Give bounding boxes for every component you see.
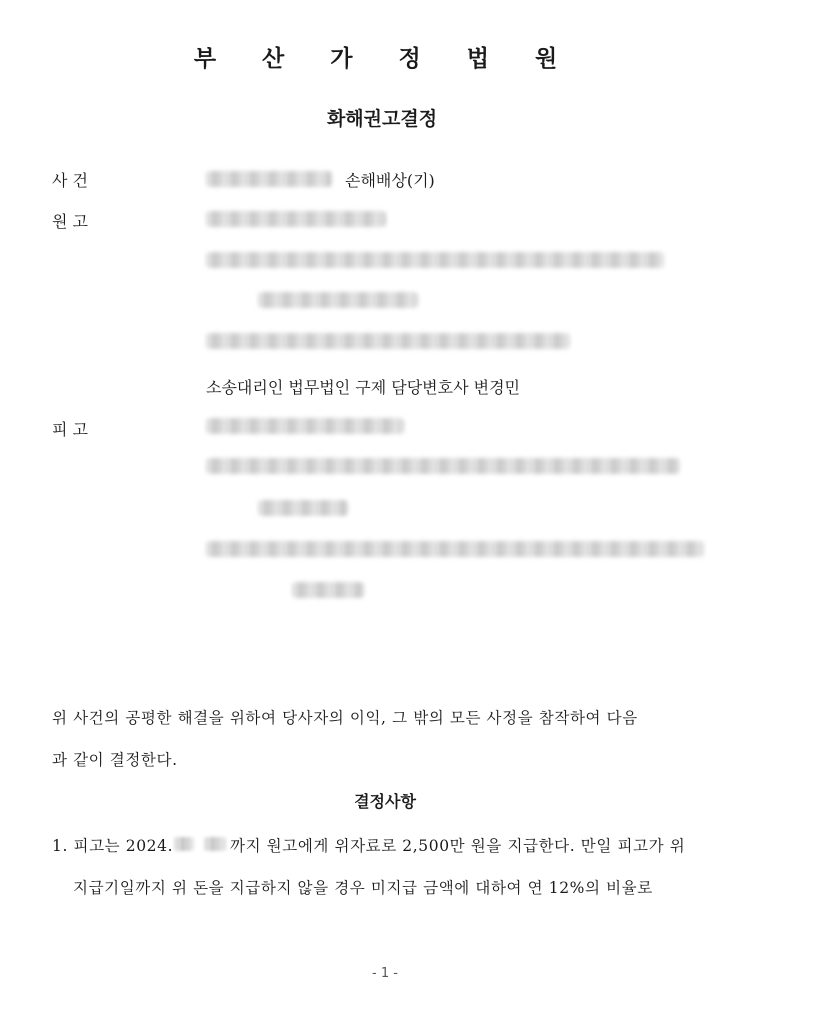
item1-prefix: 1. 피고는 2024. bbox=[52, 837, 174, 855]
intro-line-2: 과 같이 결정한다. bbox=[52, 751, 178, 769]
redacted-plaintiff-delivery-address bbox=[206, 333, 570, 349]
court-name: 부 산 가 정 법 원 bbox=[193, 46, 577, 72]
defendant-label: 피 고 bbox=[52, 420, 88, 439]
redacted-day bbox=[204, 837, 226, 851]
decision-title: 화해권고결정 bbox=[326, 108, 438, 130]
redacted-defendant-delivery-address-line1 bbox=[206, 541, 704, 557]
intro-line-1: 위 사건의 공평한 해결을 위하여 당사자의 이익, 그 밖의 모든 사정을 참작하여 다음 bbox=[52, 709, 638, 727]
redacted-defendant-address-line2 bbox=[258, 500, 348, 516]
item1-line2-text: 지급기일까지 위 돈을 지급하지 않을 경우 미지급 금액에 대하여 연 12%의 비율로 bbox=[73, 879, 653, 897]
redacted-case-number bbox=[206, 171, 332, 187]
redacted-defendant-name bbox=[206, 418, 404, 434]
item1-line1-text: 까지 원고에게 위자료로 2,500만 원을 지급한다. 만일 피고가 위 bbox=[230, 837, 686, 855]
case-name: 손해배상(기) bbox=[345, 171, 435, 190]
redacted-plaintiff-address-line1 bbox=[206, 252, 664, 268]
section-heading: 결정사항 bbox=[354, 792, 416, 811]
redacted-plaintiff-address-line2 bbox=[258, 292, 418, 308]
redacted-defendant-delivery-address-line2 bbox=[292, 582, 364, 598]
case-label: 사 건 bbox=[52, 171, 88, 190]
redacted-plaintiff-name bbox=[206, 211, 386, 227]
page-number: - 1 - bbox=[372, 966, 398, 981]
plaintiff-label: 원 고 bbox=[52, 212, 88, 231]
redacted-month bbox=[174, 837, 194, 851]
redacted-defendant-address-line1 bbox=[206, 458, 680, 474]
plaintiff-counsel: 소송대리인 법무법인 구제 담당변호사 변경민 bbox=[206, 378, 521, 397]
